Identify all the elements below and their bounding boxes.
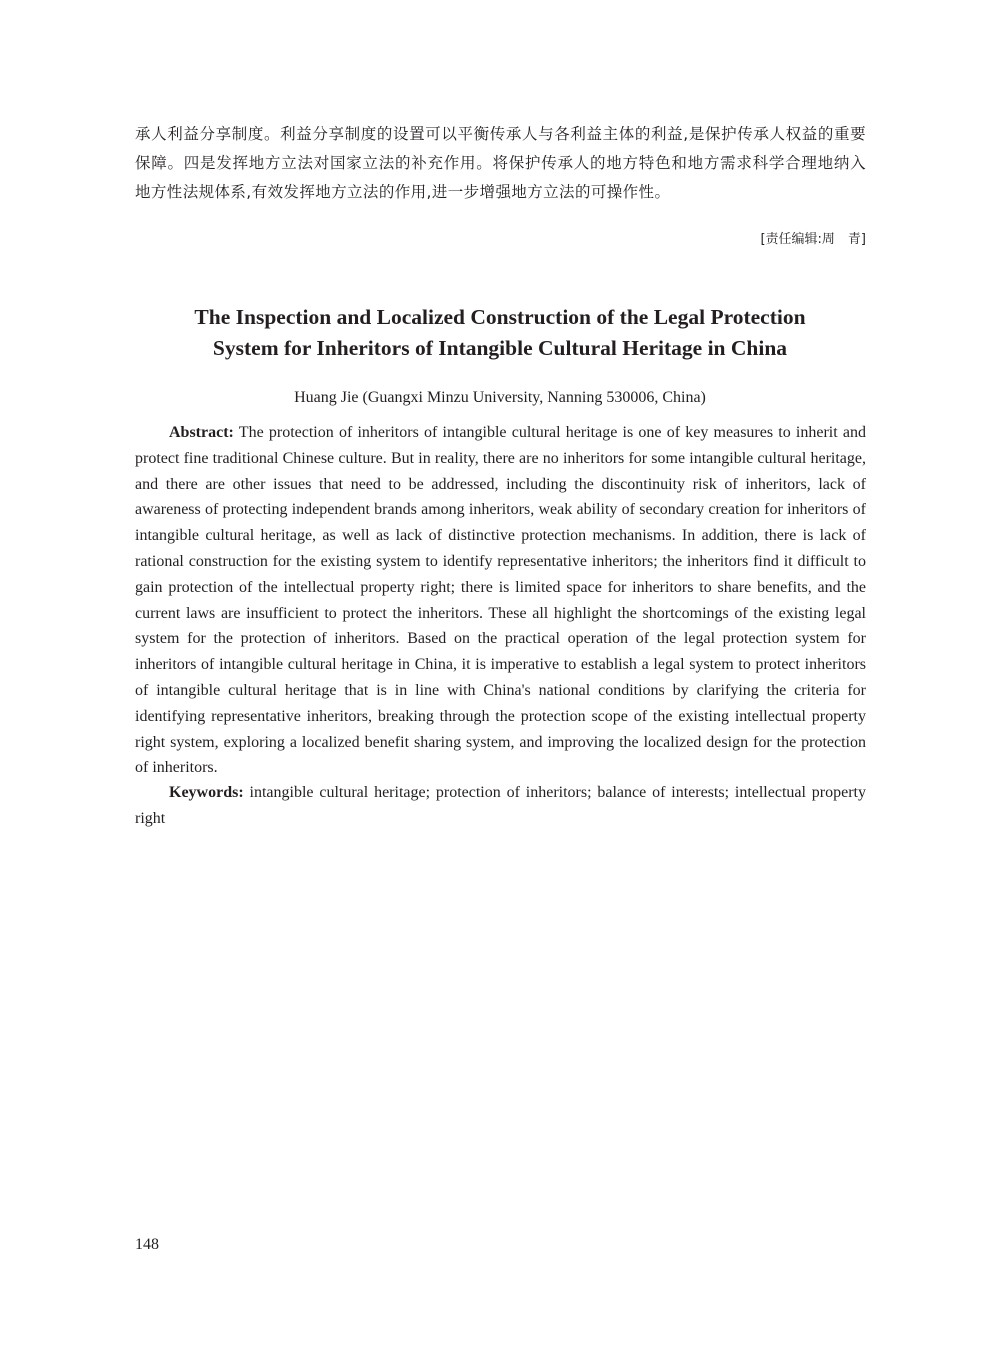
keywords-paragraph: [135, 780, 866, 832]
article-title-line-2: System for Inheritors of Intangible Cultural Heritage in China: [212, 336, 788, 360]
abstract-text: The protection of inheritors of intangible cultural heritage is one of key measures to inherit and protect fine traditional Chinese culture. But in reality, there are no inheritors for some intangible cultural heritage, and there are other issues that need to be addressed, including the discontinuity risk of inheritors, lack of awareness of protecting independent brands among inheritors, weak ability of secondary creation for inheritors of intangible cultural heritage, as well as lack of distinctive protection mechanisms. In addition, there is lack of rational construction for the existing system to identify representative inheritors; the inheritors find it difficult to gain protection of the intellectual property right; there is limited space for inheritors to share benefits, and the current laws are insufficient to protect the inheritors. These all highlight the shortcomings of the existing legal system for the protection of inheritors. Based on the practical operation of the legal protection system for inheritors of intangible cultural heritage in China, it is imperative to establish a legal system to protect inheritors of intangible cultural heritage that is in line with China's national conditions by clarifying the criteria for identifying representative inheritors, breaking through the protection scope of the existing intellectual property right system, exploring a localized benefit sharing system, and improving the localized design for the protection of inheritors.: [135, 424, 866, 777]
abstract-label: Abstract:: [169, 424, 234, 441]
article-title-line-1: The Inspection and Localized Construction of the Legal Protection: [194, 305, 806, 329]
abstract-paragraph: [135, 420, 866, 781]
article-title: [100, 302, 900, 364]
keywords-text: intangible cultural heritage; protection of inheritors; balance of interests; intellectual property right: [135, 784, 867, 827]
page-number: 148: [135, 1236, 159, 1253]
chinese-body-paragraph: 承人利益分享制度。利益分享制度的设置可以平衡传承人与各利益主体的利益,是保护传承人权益的重要保障。四是发挥地方立法对国家立法的补充作用。将保护传承人的地方特色和地方需求科学合理地纳入地方性法规体系,有效发挥地方立法的作用,进一步增强地方立法的可操作性。: [135, 125, 866, 201]
author-affiliation: Huang Jie (Guangxi Minzu University, Nanning 530006, China): [294, 389, 706, 406]
responsible-editor-note: [责任编辑:周 青]: [760, 232, 866, 247]
keywords-label: Keywords:: [169, 784, 244, 801]
